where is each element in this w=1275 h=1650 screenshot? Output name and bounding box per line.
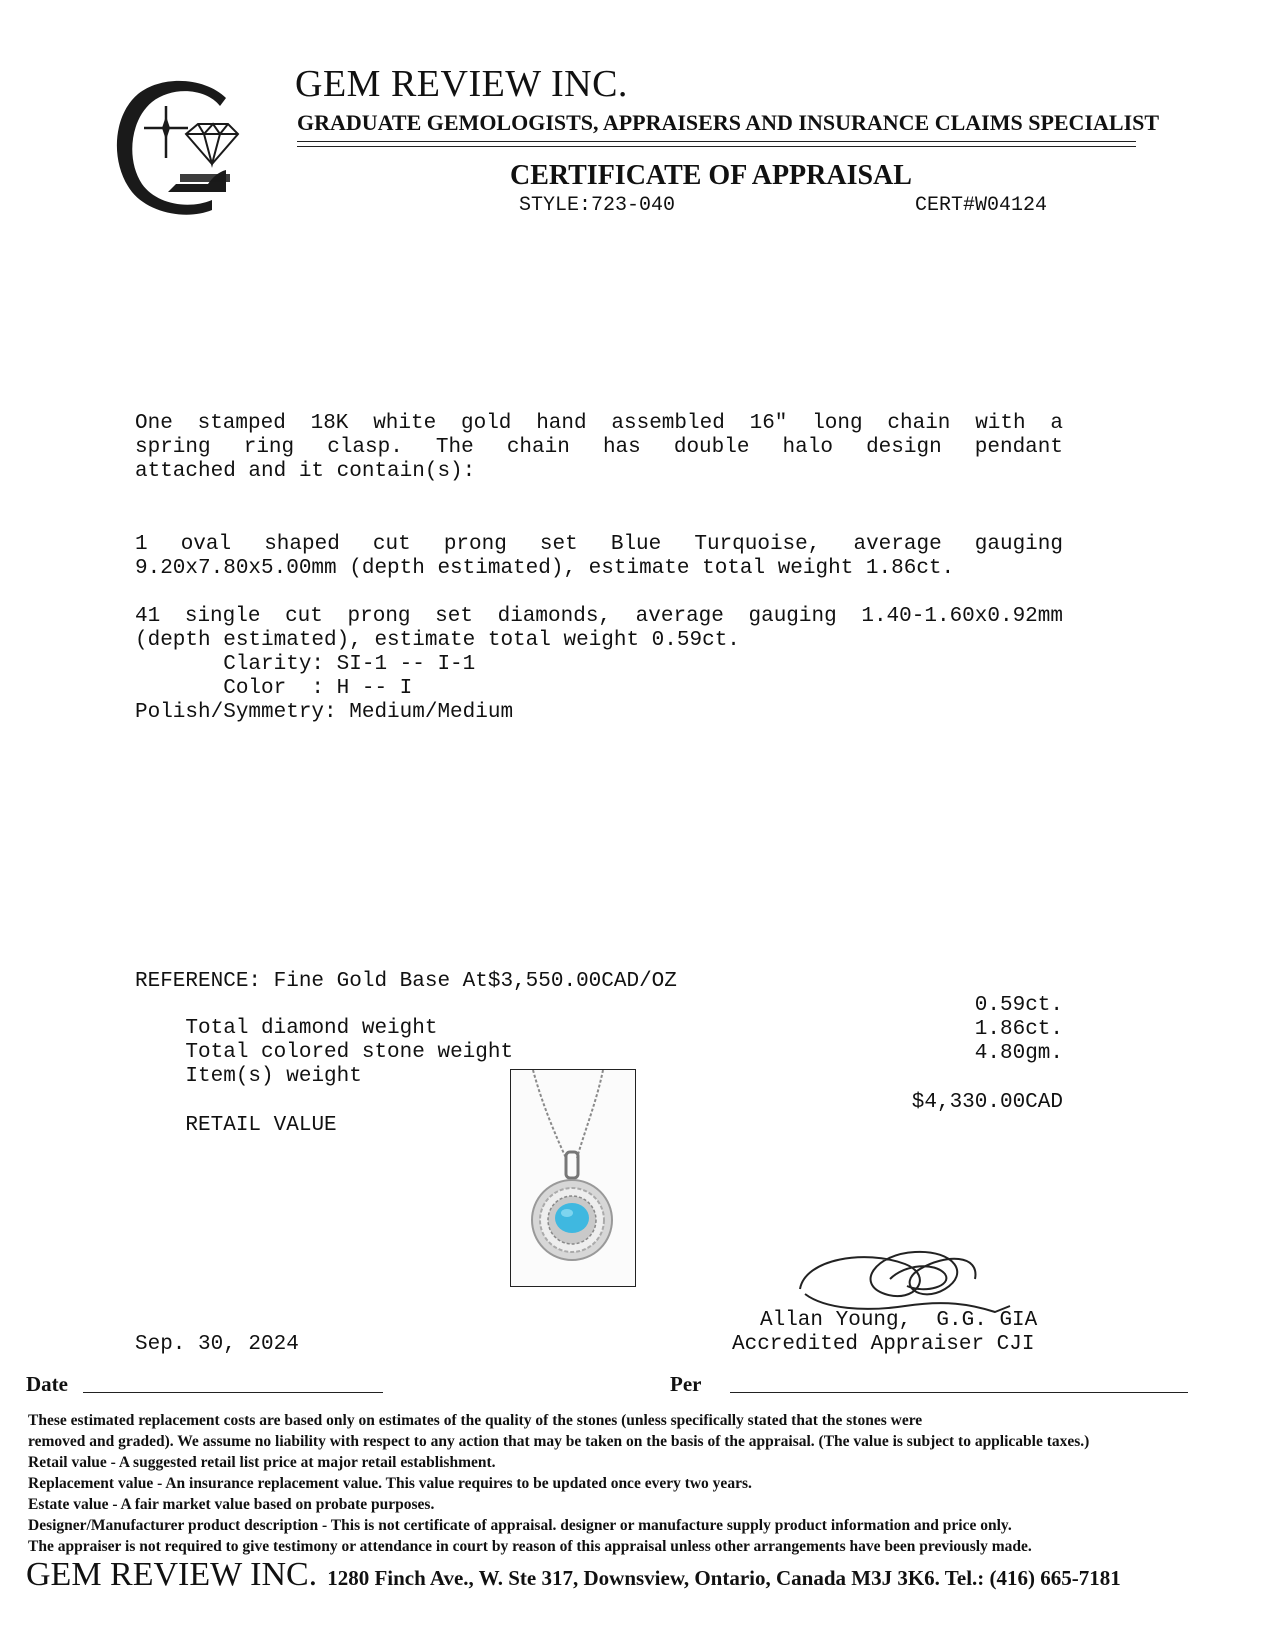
per-label: Per xyxy=(670,1372,702,1396)
appraiser-title: Accredited Appraiser CJI xyxy=(732,1333,1035,1356)
item-description xyxy=(135,412,1063,484)
header-rule xyxy=(297,141,1136,142)
turquoise-description xyxy=(135,533,1063,581)
disclaimer-line: Replacement value - An insurance replacement value. This value requires to be updated once every two years. xyxy=(28,1475,752,1492)
disclaimer-line: removed and graded). We assume no liability with respect to any action that may be taken on the basis of the appraisal. (The value is subject to applicable taxes.) xyxy=(28,1433,1090,1450)
turquoise-line: 9.20x7.80x5.00mm (depth estimated), estimate total weight 1.86ct. xyxy=(135,557,955,580)
diamond-line: (depth estimated), estimate total weight 0.59ct. xyxy=(135,629,740,652)
footer xyxy=(26,1556,1121,1594)
description-line: attached and it contain(s): xyxy=(135,460,476,483)
disclaimer-line: The appraiser is not required to give testimony or attendance in court by reason of this appraisal unless other arrangements have been previously made. xyxy=(28,1538,1032,1555)
appraisal-date: Sep. 30, 2024 xyxy=(135,1333,299,1356)
summary-label: Item(s) weight xyxy=(185,1065,362,1088)
summary-block xyxy=(135,970,1063,1088)
summary-value: 1.86ct. xyxy=(974,1018,1063,1041)
description-line: spring ring clasp. The chain has double halo design pendant xyxy=(135,436,1063,459)
g-diamond-logo-icon xyxy=(108,72,248,222)
per-signature-line xyxy=(730,1392,1188,1393)
diamond-line: 41 single cut prong set diamonds, average gauging 1.40-1.60x0.92mm xyxy=(135,605,1063,628)
disclaimer-line: Estate value - A fair market value based on probate purposes. xyxy=(28,1496,435,1513)
certificate-title: CERTIFICATE OF APPRAISAL xyxy=(510,160,912,191)
certificate-number: CERT#W04124 xyxy=(915,194,1048,217)
pendant-photo xyxy=(510,1069,636,1287)
description-line: One stamped 18K white gold hand assembled 16" long chain with a xyxy=(135,412,1063,435)
retail-label: RETAIL VALUE xyxy=(185,1114,337,1137)
date-label: Date xyxy=(26,1372,68,1396)
disclaimer-line: Retail value - A suggested retail list price at major retail establishment. xyxy=(28,1454,496,1471)
summary-value: 4.80gm. xyxy=(974,1042,1063,1065)
diamond-clarity: Clarity: SI-1 -- I-1 xyxy=(135,653,476,676)
retail-value: $4,330.00CAD xyxy=(911,1091,1063,1114)
style-number: STYLE:723-040 xyxy=(519,194,676,217)
appraiser-name: Allan Young, G.G. GIA xyxy=(760,1309,1038,1332)
company-tagline: GRADUATE GEMOLOGISTS, APPRAISERS AND INSURANCE CLAIMS SPECIALIST xyxy=(297,110,1160,135)
diamond-polish: Polish/Symmetry: Medium/Medium xyxy=(135,701,514,724)
diamond-color: Color : H -- I xyxy=(135,677,413,700)
diamond-description xyxy=(135,605,1063,725)
footer-address: 1280 Finch Ave., W. Ste 317, Downsview, Ontario, Canada M3J 3K6. Tel.: (416) 665-7181 xyxy=(327,1566,1121,1590)
summary-label: Total diamond weight xyxy=(185,1017,438,1040)
disclaimer-line: Designer/Manufacturer product description - This is not certificate of appraisal. designer or manufacture supply product information and price only. xyxy=(28,1517,1012,1534)
reference-line: REFERENCE: Fine Gold Base At$3,550.00CAD/OZ xyxy=(135,970,677,993)
disclaimer xyxy=(28,1410,1248,1557)
footer-company-name: GEM REVIEW INC. xyxy=(26,1556,318,1593)
summary-label: Total colored stone weight xyxy=(185,1041,514,1064)
pendant-illustration xyxy=(511,1070,635,1286)
date-signature-line xyxy=(83,1392,383,1393)
header-rule xyxy=(297,146,1136,147)
summary-value: 0.59ct. xyxy=(974,994,1063,1017)
company-name: GEM REVIEW INC. xyxy=(295,63,628,105)
turquoise-line: 1 oval shaped cut prong set Blue Turquoise, average gauging xyxy=(135,533,1063,556)
summary-row xyxy=(135,1042,1063,1088)
disclaimer-line: These estimated replacement costs are based only on estimates of the quality of the stones (unless specifically stated that the stones were xyxy=(28,1412,923,1429)
